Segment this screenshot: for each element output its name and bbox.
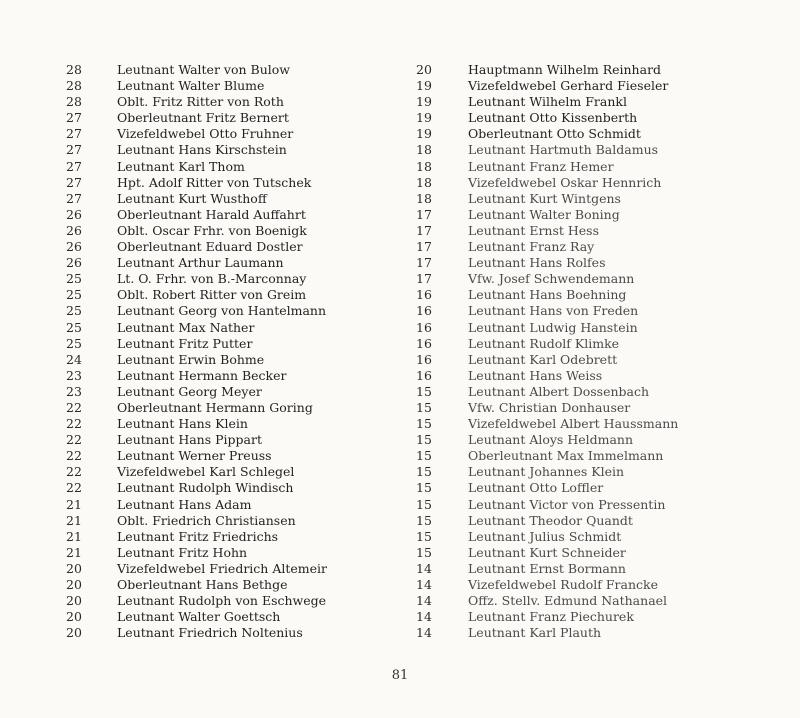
victory-count: 26	[66, 255, 82, 271]
pilot-name: Leutnant Kurt Wusthoff	[117, 190, 267, 206]
pilot-name: Leutnant Erwin Bohme	[117, 351, 265, 367]
pilot-name: Oberleutnant Otto Schmidt	[468, 126, 641, 142]
list-item	[66, 609, 327, 625]
pilot-name: Leutnant Johannes Klein	[468, 464, 625, 480]
list-item	[416, 142, 678, 158]
pilot-name: Vizefeldwebel Karl Schlegel	[117, 464, 295, 480]
list-item	[66, 432, 327, 448]
pilot-name: Leutnant Karl Odebrett	[468, 351, 618, 367]
list-item	[416, 561, 678, 577]
pilot-name: Leutnant Hans Boehning	[468, 287, 627, 303]
list-item	[66, 448, 327, 464]
victory-count: 19	[416, 78, 432, 94]
victory-count: 17	[416, 222, 432, 238]
victory-count: 19	[416, 110, 432, 126]
pilot-name: Leutnant Ernst Hess	[468, 222, 600, 238]
list-item	[416, 62, 678, 78]
list-item	[416, 207, 678, 223]
pilot-name: Leutnant Otto Loffler	[468, 480, 604, 496]
list-item	[416, 529, 678, 545]
pilot-name: Leutnant Georg von Hantelmann	[117, 303, 327, 319]
victory-count: 22	[66, 464, 82, 480]
pilot-name: Leutnant Kurt Wintgens	[468, 190, 621, 206]
pilot-name: Oblt. Fritz Ritter von Roth	[117, 94, 284, 110]
pilot-name: Oberleutnant Max Immelmann	[468, 448, 664, 464]
pilot-name: Leutnant Walter von Bulow	[117, 62, 290, 77]
list-item	[416, 416, 678, 432]
victory-count: 18	[416, 190, 432, 206]
victory-count: 25	[66, 335, 82, 351]
victory-count: 14	[416, 577, 432, 592]
list-item	[66, 78, 327, 94]
victory-count: 20	[66, 577, 82, 592]
pilot-name: Oberleutnant Eduard Dostler	[117, 239, 303, 255]
pilot-name: Leutnant Hermann Becker	[117, 367, 287, 383]
victory-count: 28	[66, 78, 82, 94]
pilot-name: Leutnant Fritz Putter	[117, 335, 253, 351]
victory-count: 21	[66, 528, 82, 544]
pilot-name: Leutnant Rudolph von Eschwege	[117, 593, 327, 609]
list-item	[416, 175, 678, 191]
victory-count: 25	[66, 319, 82, 335]
pilot-name: Vizefeldwebel Otto Fruhner	[117, 126, 294, 142]
pilot-name: Hauptmann Wilhelm Reinhard	[468, 62, 662, 77]
list-item	[66, 464, 327, 480]
list-item	[66, 142, 327, 158]
list-item	[66, 480, 327, 496]
list-item	[66, 271, 327, 287]
victory-count: 23	[66, 367, 82, 383]
list-item	[416, 223, 678, 239]
list-item	[66, 497, 327, 513]
pilot-name: Leutnant Walter Goettsch	[117, 609, 281, 625]
victory-count: 24	[66, 351, 82, 367]
victory-count: 27	[66, 110, 82, 126]
victory-count: 17	[416, 206, 432, 222]
victory-count: 16	[416, 319, 432, 335]
list-item	[416, 384, 678, 400]
victory-count: 26	[66, 206, 82, 222]
pilot-name: Leutnant Rudolph Windisch	[117, 480, 294, 496]
pilot-name: Leutnant Ernst Bormann	[468, 560, 626, 576]
pilot-name: Leutnant Aloys Heldmann	[468, 432, 634, 448]
pilot-name: Leutnant Hans von Freden	[468, 303, 639, 319]
list-item	[66, 126, 327, 142]
list-item	[66, 320, 327, 336]
list-item	[416, 159, 678, 175]
pilot-name: Lt. O. Frhr. von B.-Marconnay	[117, 271, 307, 287]
victory-count: 21	[66, 544, 82, 560]
victory-count: 20	[66, 560, 82, 576]
pilot-name: Leutnant Fritz Hohn	[117, 544, 248, 560]
pilot-name: Leutnant Julius Schmidt	[468, 528, 622, 544]
pilot-name: Leutnant Theodor Quandt	[468, 512, 633, 528]
victory-count: 17	[416, 239, 432, 255]
list-item	[66, 110, 327, 126]
list-item	[416, 625, 678, 641]
list-item	[416, 513, 678, 529]
list-item	[66, 400, 327, 416]
victory-count: 20	[416, 62, 432, 77]
pilot-name: Vfw. Christian Donhauser	[468, 399, 631, 415]
victory-count: 23	[66, 383, 82, 399]
pilot-name: Offz. Stellv. Edmund Nathanael	[468, 593, 668, 609]
left-column-list	[66, 62, 327, 641]
list-item	[66, 577, 327, 593]
list-item	[66, 336, 327, 352]
victory-count: 25	[66, 303, 82, 319]
list-item	[416, 400, 678, 416]
pilot-name: Oberleutnant Hans Bethge	[117, 577, 288, 592]
victory-count: 16	[416, 287, 432, 303]
victory-count: 28	[66, 62, 82, 77]
list-item	[416, 287, 678, 303]
list-item	[66, 94, 327, 110]
victory-count: 25	[66, 287, 82, 303]
pilot-name: Vizefeldwebel Albert Haussmann	[468, 416, 679, 432]
list-item	[66, 287, 327, 303]
pilot-name: Leutnant Hans Adam	[117, 496, 252, 512]
list-item	[416, 352, 678, 368]
pilot-name: Leutnant Georg Meyer	[117, 383, 262, 399]
victory-count: 15	[416, 512, 432, 528]
page-number: 81	[391, 668, 409, 683]
victory-count: 14	[416, 560, 432, 576]
victory-count: 18	[416, 174, 432, 190]
list-item	[416, 609, 678, 625]
list-item	[416, 432, 678, 448]
list-item	[66, 352, 327, 368]
victory-count: 15	[416, 544, 432, 560]
victory-count: 14	[416, 593, 432, 609]
list-item	[66, 384, 327, 400]
victory-count: 15	[416, 480, 432, 496]
pilot-name: Leutnant Walter Boning	[468, 206, 620, 222]
victory-count: 27	[66, 174, 82, 190]
pilot-name: Leutnant Ludwig Hanstein	[468, 319, 638, 335]
pilot-name: Leutnant Wilhelm Frankl	[468, 94, 627, 110]
pilot-name: Oberleutnant Fritz Bernert	[117, 110, 289, 126]
list-item	[416, 78, 678, 94]
list-item	[66, 239, 327, 255]
victory-count: 21	[66, 512, 82, 528]
pilot-name: Vizefeldwebel Friedrich Altemeir	[117, 560, 327, 576]
list-item	[66, 175, 327, 191]
victory-count: 27	[66, 126, 82, 142]
victory-count: 20	[66, 625, 82, 641]
list-item	[416, 545, 678, 561]
list-item	[66, 593, 327, 609]
pilot-name: Leutnant Victor von Pressentin	[468, 496, 666, 512]
pilot-name: Leutnant Hans Pippart	[117, 432, 262, 448]
list-item	[416, 303, 678, 319]
victory-count: 28	[66, 94, 82, 110]
pilot-name: Leutnant Fritz Friedrichs	[117, 528, 279, 544]
list-item	[66, 159, 327, 175]
victory-count: 22	[66, 480, 82, 496]
list-item	[416, 448, 678, 464]
pilot-name: Vizefeldwebel Rudolf Francke	[468, 577, 658, 592]
victory-count: 15	[416, 496, 432, 512]
list-item	[66, 191, 327, 207]
pilot-name: Leutnant Werner Preuss	[117, 448, 272, 464]
pilot-name: Leutnant Albert Dossenbach	[468, 383, 650, 399]
list-item	[416, 593, 678, 609]
pilot-name: Leutnant Karl Thom	[117, 158, 245, 174]
right-column-list	[416, 62, 678, 641]
victory-count: 16	[416, 367, 432, 383]
list-item	[66, 207, 327, 223]
victory-count: 16	[416, 351, 432, 367]
victory-count: 27	[66, 142, 82, 158]
list-item	[66, 545, 327, 561]
pilot-name: Leutnant Hartmuth Baldamus	[468, 142, 659, 158]
victory-count: 26	[66, 239, 82, 255]
victory-count: 16	[416, 335, 432, 351]
pilot-name: Leutnant Otto Kissenberth	[468, 110, 638, 126]
pilot-name: Leutnant Hans Rolfes	[468, 255, 606, 271]
victory-count: 21	[66, 496, 82, 512]
victory-count: 22	[66, 448, 82, 464]
victory-count: 15	[416, 464, 432, 480]
pilot-name: Leutnant Friedrich Noltenius	[117, 625, 303, 641]
victory-count: 27	[66, 190, 82, 206]
list-item	[416, 577, 678, 593]
victory-count: 20	[66, 593, 82, 609]
pilot-name: Oblt. Robert Ritter von Greim	[117, 287, 307, 303]
list-item	[66, 625, 327, 641]
victory-count: 18	[416, 158, 432, 174]
pilot-name: Leutnant Franz Ray	[468, 239, 595, 255]
list-item	[66, 513, 327, 529]
list-item	[66, 368, 327, 384]
victory-count: 26	[66, 222, 82, 238]
list-item	[66, 223, 327, 239]
pilot-name: Oblt. Friedrich Christiansen	[117, 512, 296, 528]
list-item	[416, 110, 678, 126]
pilot-name: Leutnant Hans Kirschstein	[117, 142, 287, 158]
pilot-name: Leutnant Max Nather	[117, 319, 255, 335]
victory-count: 15	[416, 528, 432, 544]
victory-count: 15	[416, 416, 432, 432]
victory-count: 15	[416, 383, 432, 399]
victory-count: 25	[66, 271, 82, 287]
pilot-name: Vfw. Josef Schwendemann	[468, 271, 635, 287]
list-item	[416, 191, 678, 207]
victory-count: 27	[66, 158, 82, 174]
victory-count: 22	[66, 416, 82, 432]
pilot-name: Leutnant Hans Klein	[117, 416, 248, 432]
pilot-name: Oberleutnant Hermann Goring	[117, 399, 313, 415]
list-item	[66, 416, 327, 432]
victory-count: 20	[66, 609, 82, 625]
pilot-name: Leutnant Franz Hemer	[468, 158, 614, 174]
victory-count: 15	[416, 448, 432, 464]
pilot-name: Vizefeldwebel Gerhard Fieseler	[468, 78, 669, 94]
list-item	[416, 126, 678, 142]
pilot-name: Leutnant Karl Plauth	[468, 625, 602, 641]
pilot-name: Leutnant Hans Weiss	[468, 367, 603, 383]
victory-count: 22	[66, 399, 82, 415]
victory-count: 14	[416, 609, 432, 625]
pilot-name: Hpt. Adolf Ritter von Tutschek	[117, 174, 312, 190]
victory-count: 19	[416, 94, 432, 110]
victory-count: 15	[416, 432, 432, 448]
list-item	[416, 464, 678, 480]
victory-count: 18	[416, 142, 432, 158]
list-item	[416, 271, 678, 287]
list-item	[416, 320, 678, 336]
list-item	[416, 255, 678, 271]
pilot-name: Leutnant Franz Piechurek	[468, 609, 634, 625]
list-item	[66, 303, 327, 319]
victory-count: 22	[66, 432, 82, 448]
list-item	[416, 239, 678, 255]
victory-count: 19	[416, 126, 432, 142]
pilot-name: Leutnant Rudolf Klimke	[468, 335, 620, 351]
list-item	[416, 480, 678, 496]
list-item	[66, 255, 327, 271]
list-item	[66, 529, 327, 545]
pilot-name: Leutnant Kurt Schneider	[468, 544, 626, 560]
list-item	[416, 497, 678, 513]
victory-count: 14	[416, 625, 432, 641]
list-item	[416, 94, 678, 110]
victory-count: 16	[416, 303, 432, 319]
list-item	[66, 62, 327, 78]
list-item	[416, 368, 678, 384]
pilot-name: Oblt. Oscar Frhr. von Boenigk	[117, 222, 307, 238]
victory-count: 17	[416, 271, 432, 287]
pilot-name: Oberleutnant Harald Auffahrt	[117, 206, 306, 222]
list-item	[66, 561, 327, 577]
victory-count: 17	[416, 255, 432, 271]
list-item	[416, 336, 678, 352]
victory-count: 15	[416, 399, 432, 415]
pilot-name: Leutnant Arthur Laumann	[117, 255, 284, 271]
pilot-name: Vizefeldwebel Oskar Hennrich	[468, 174, 662, 190]
pilot-name: Leutnant Walter Blume	[117, 78, 265, 94]
